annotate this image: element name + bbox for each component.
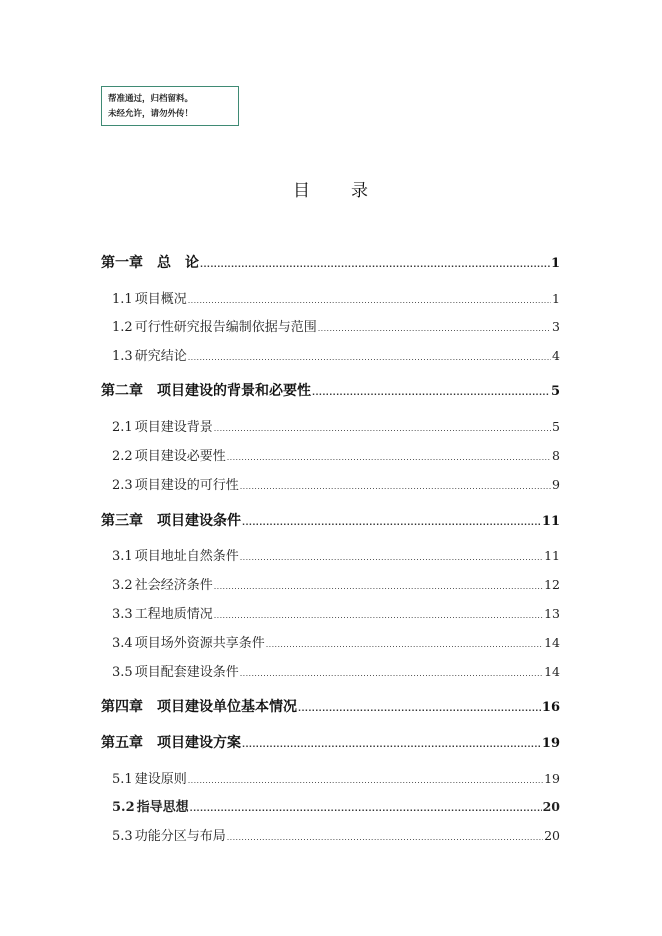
toc-entry-title: 项目建设的可行性	[134, 478, 239, 493]
toc-section-entry[interactable]	[0, 474, 662, 493]
dot-leader	[312, 388, 550, 397]
dot-leader	[214, 611, 543, 620]
toc-page-number: 5	[552, 419, 560, 434]
dot-leader	[188, 353, 551, 362]
toc-chapter-entry[interactable]	[0, 252, 662, 272]
toc-entry-label	[112, 345, 187, 364]
toc-page-number: 1	[552, 291, 560, 306]
toc-page-number: 20	[544, 828, 560, 843]
toc-page-number: 9	[552, 477, 560, 492]
dot-leader	[298, 704, 541, 713]
toc-chapter-entry[interactable]	[0, 696, 662, 716]
dot-leader	[242, 740, 541, 749]
toc-section-entry[interactable]	[0, 796, 662, 815]
toc-page-number: 12	[544, 577, 560, 592]
toc-page-number: 1	[550, 256, 560, 271]
toc-entry-number: 2.3	[112, 478, 133, 493]
toc-entry-label	[112, 661, 239, 680]
toc-page-number: 14	[544, 635, 560, 650]
toc-page-number: 4	[552, 348, 560, 363]
dot-leader	[188, 296, 551, 305]
dot-leader	[240, 482, 551, 491]
toc-page-number: 5	[550, 384, 560, 399]
toc-entry-title: 工程地质情况	[134, 607, 213, 622]
toc-entry-label	[112, 574, 213, 593]
dot-leader	[318, 324, 551, 333]
toc-entry-label	[112, 445, 226, 464]
title-char-2: 录	[351, 181, 369, 201]
toc-section-entry[interactable]	[0, 445, 662, 464]
toc-entry-title: 可行性研究报告编制依据与范围	[134, 320, 317, 335]
toc-entry-label	[112, 796, 189, 815]
toc-entry-title: 建设原则	[134, 772, 187, 787]
toc-section-entry[interactable]	[0, 288, 662, 307]
toc-page-number: 13	[544, 606, 560, 621]
toc-chapter-entry[interactable]	[0, 732, 662, 752]
toc-page-number: 19	[541, 736, 560, 751]
toc-page-number: 8	[552, 448, 560, 463]
toc-entry-label	[112, 768, 187, 787]
toc-entry-number: 5.2	[112, 800, 135, 815]
dot-leader	[242, 518, 541, 527]
toc-entry-title: 社会经济条件	[134, 578, 213, 593]
toc-entry-label	[112, 288, 187, 307]
toc-entry-number: 5.3	[112, 829, 133, 844]
dot-leader	[240, 553, 543, 562]
toc-entry-title: 项目场外资源共享条件	[134, 636, 265, 651]
toc-section-entry[interactable]	[0, 345, 662, 364]
dot-leader	[214, 582, 543, 591]
toc-entry-number: 3.3	[112, 607, 133, 622]
toc-entry-number: 1.2	[112, 320, 133, 335]
toc-section-entry[interactable]	[0, 661, 662, 680]
toc-entry-label	[112, 316, 317, 335]
toc-entry-label	[112, 545, 239, 564]
toc-entry-label	[112, 474, 239, 493]
toc-entry-number: 1.3	[112, 349, 133, 364]
toc-section-entry[interactable]	[0, 316, 662, 335]
stamp-line-2: 未经允许，请勿外传！	[108, 109, 194, 119]
title-char-1: 目	[293, 181, 311, 201]
dot-leader	[214, 424, 551, 433]
toc-page-number: 14	[544, 664, 560, 679]
toc-entry-title: 指导思想	[136, 800, 189, 815]
stamp-line-1: 帮准通过，归档留料。	[108, 94, 194, 104]
toc-entry-title: 项目概况	[134, 292, 187, 307]
toc-chapter-entry[interactable]	[0, 380, 662, 400]
toc-entry-number: 5.1	[112, 772, 133, 787]
toc-section-entry[interactable]	[0, 603, 662, 622]
toc-section-entry[interactable]	[0, 632, 662, 651]
toc-entry-title: 项目地址自然条件	[134, 549, 239, 564]
toc-page-number: 19	[544, 771, 560, 786]
toc-entry-number: 2.1	[112, 420, 133, 435]
toc-section-entry[interactable]	[0, 825, 662, 844]
toc-entry-title: 功能分区与布局	[134, 829, 226, 844]
toc-entry-number: 3.5	[112, 665, 133, 680]
toc-entry-label	[112, 416, 213, 435]
toc-page-number: 16	[541, 700, 560, 715]
toc-section-entry[interactable]	[0, 574, 662, 593]
dot-leader	[190, 804, 542, 813]
toc-entry-number: 1.1	[112, 292, 133, 307]
toc-chapter-title: 第二章 项目建设的背景和必要性	[101, 383, 311, 399]
toc-entry-label	[112, 632, 265, 651]
toc-section-entry[interactable]	[0, 545, 662, 564]
toc-entry-title: 项目配套建设条件	[134, 665, 239, 680]
toc-page-number: 20	[542, 799, 560, 814]
dot-leader	[227, 453, 551, 462]
toc-chapter-title: 第四章 项目建设单位基本情况	[101, 699, 297, 715]
dot-leader	[200, 260, 550, 269]
toc-page-number: 3	[552, 319, 560, 334]
toc-page-number: 11	[541, 514, 560, 529]
toc-entry-number: 2.2	[112, 449, 133, 464]
dot-leader	[188, 776, 543, 785]
dot-leader	[266, 640, 543, 649]
toc-entry-number: 3.2	[112, 578, 133, 593]
toc-chapter-title: 第三章 项目建设条件	[101, 513, 241, 529]
dot-leader	[240, 669, 543, 678]
toc-page-number: 11	[544, 548, 560, 563]
toc-entry-number: 3.4	[112, 636, 133, 651]
toc-entry-title: 项目建设背景	[134, 420, 213, 435]
toc-section-entry[interactable]	[0, 768, 662, 787]
toc-chapter-title: 第一章 总 论	[101, 255, 199, 271]
toc-entry-title: 研究结论	[134, 349, 187, 364]
toc-entry-label	[112, 825, 226, 844]
toc-chapter-title: 第五章 项目建设方案	[101, 735, 241, 751]
toc-entry-number: 3.1	[112, 549, 133, 564]
toc-entry-title: 项目建设必要性	[134, 449, 226, 464]
toc-entry-label	[112, 603, 213, 622]
toc-section-entry[interactable]	[0, 416, 662, 435]
dot-leader	[227, 833, 543, 842]
toc-chapter-entry[interactable]	[0, 510, 662, 530]
